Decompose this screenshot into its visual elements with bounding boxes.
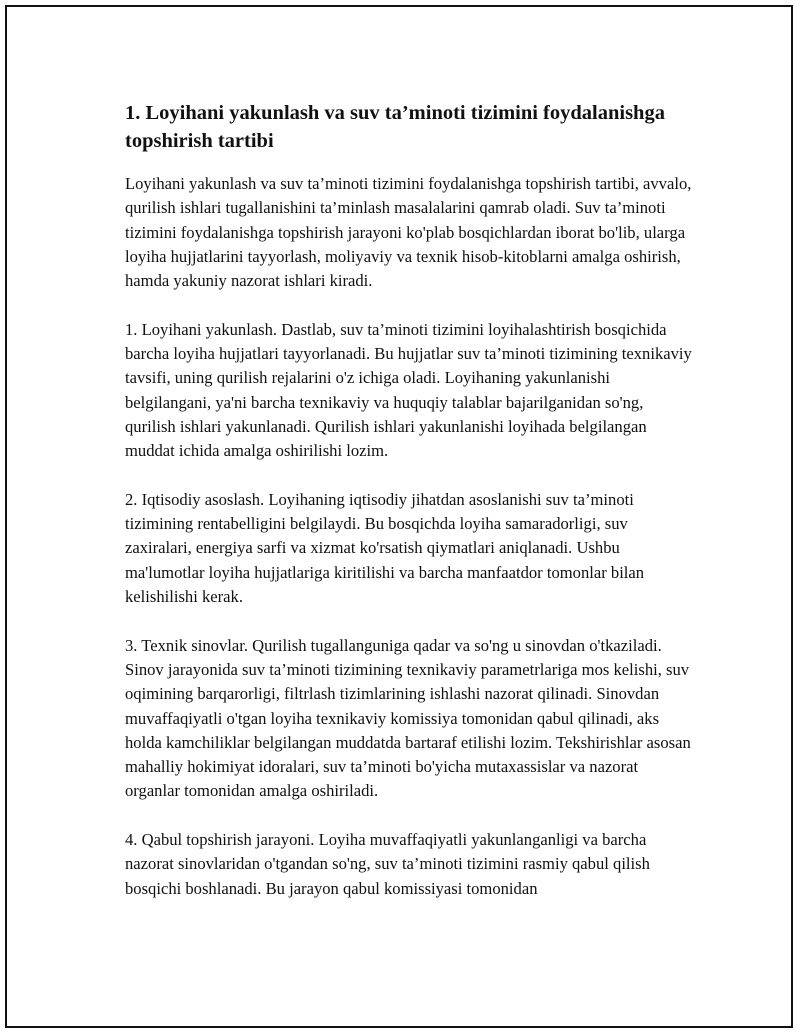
paragraph-acceptance-process: 4. Qabul topshirish jarayoni. Loyiha muvaffaqiyatli yakunlanganligi va barcha nazorat sinovlaridan o'tgandan so'ng, suv ta’minoti tizimini rasmiy qabul qilish bosqichi boshlanadi. Bu jarayon qabul komissiyasi tomonidan: [125, 830, 650, 898]
paragraph-project-completion: 1. Loyihani yakunlash. Dastlab, suv ta’minoti tizimini loyihalashtirish bosqichida barcha loyiha hujjatlari tayyorlanadi. Bu hujjatlar suv ta’minoti tizimining texnikaviy tavsifi, uning qurilish rejalarini o'z ichiga oladi. Loyihaning yakunlanishi belgilangani, ya'ni barcha texnikaviy va huquqiy talablar bajarilganidan so'ng, qurilish ishlari yakunlanadi. Qurilish ishlari yakunlanishi loyihada belgilangan muddat ichida amalga oshirilishi lozim.: [125, 319, 692, 461]
page-frame: [5, 5, 793, 1028]
intro-paragraph: Loyihani yakunlash va suv ta’minoti tizimini foydalanishga topshirish tartibi, avvalo, qurilish ishlari tugallanishini ta’minlash masalalarini qamrab oladi. Suv ta’minoti tizimini foydalanishga topshirish jarayoni ko'plab bosqichlardan iborat bo'lib, ularga loyiha hujjatlarini tayyorlash, moliyaviy va texnik hisob-kitoblarni amalga oshirish, hamda yakuniy nazorat ishlari kiradi.: [125, 174, 692, 291]
paragraph-technical-tests: 3. Texnik sinovlar. Qurilish tugallanguniga qadar va so'ng u sinovdan o'tkaziladi. Sinov jarayonida suv ta’minoti tizimining texnikaviy parametrlariga mos kelishi, suv oqimining barqarorligi, filtrlash tizimlarining ishlashi nazorat qilinadi. Sinovdan muvaffaqiyatli o'tgan loyiha texnikaviy komissiya tomonidan qabul qilinadi, aks holda kamchiliklar belgilangan muddatda bartaraf etilishi lozim. Tekshirishlar asosan mahalliy hokimiyat idoralari, suv ta’minoti bo'yicha mutaxassislar va nazorat organlar tomonidan amalga oshiriladi.: [125, 635, 691, 801]
document-content: [125, 99, 695, 925]
paragraph-economic-justification: 2. Iqtisodiy asoslash. Loyihaning iqtisodiy jihatdan asoslanishi suv ta’minoti tizimining rentabelligini belgilaydi. Bu bosqichda loyiha samaradorligi, suv zaxiralari, energiya sarfi va xizmat ko'rsatish qiymatlari aniqlanadi. Ushbu ma'lumotlar loyiha hujjatlariga kiritilishi va barcha manfaatdor tomonlar bilan kelishilishi kerak.: [125, 489, 645, 607]
document-title: 1. Loyihani yakunlash va suv ta’minoti tizimini foydalanishga topshirish tartibi: [125, 102, 665, 152]
